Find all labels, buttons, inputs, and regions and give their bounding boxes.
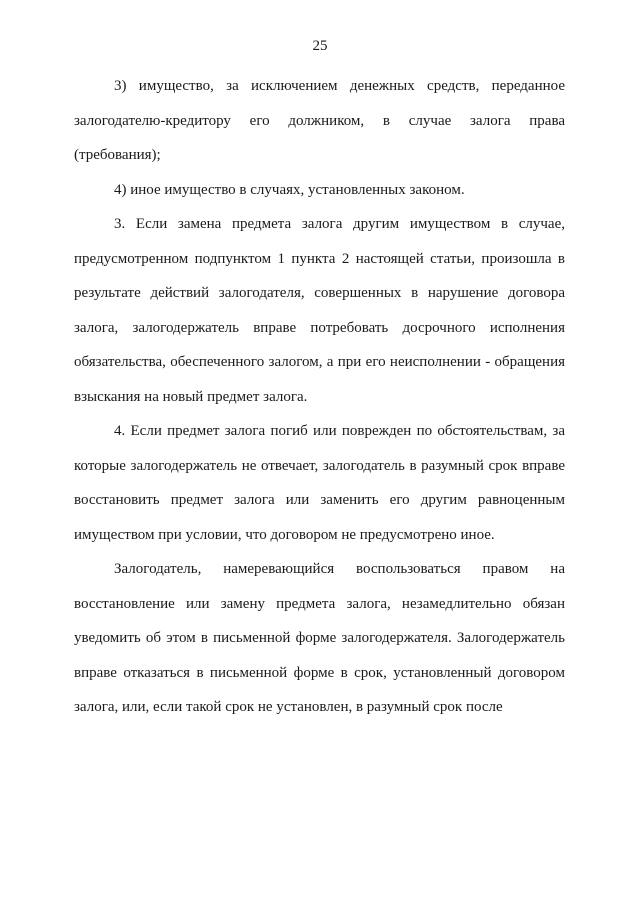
paragraph-item-4-other-property: 4) иное имущество в случаях, установленных законом. bbox=[114, 181, 465, 198]
paragraph-clause-4-destroyed-collateral: 4. Если предмет залога погиб или поврежден по обстоятельствам, за которые залогодержатель не отвечает, залогодатель в разумный срок вправе восстановить предмет залога или заменить его другим равноценным имуществом при условии, что договором не предусмотрено иное. bbox=[74, 423, 565, 543]
paragraph-item-3-property: 3) имущество, за исключением денежных средств, переданное залогодателю-кредитору его должником, в случае залога права (требования); bbox=[74, 78, 565, 163]
paragraph-pledgor-notice: Залогодатель, намеревающийся воспользоваться правом на восстановление или замену предмета залога, незамедлительно обязан уведомить об этом в письменной форме залогодержателя. Залогодержатель вправе отказаться в письменной форме в срок, установленный договором залога, или, если такой срок не установлен, в разумный срок после bbox=[74, 561, 565, 715]
paragraph-clause-3-replacement: 3. Если замена предмета залога другим имуществом в случае, предусмотренном подпунктом 1 пункта 2 настоящей статьи, произошла в результате действий залогодателя, совершенных в нарушение договора залога, залогодержатель вправе потребовать досрочного исполнения обязательства, обеспеченного залогом, а при его неисполнении - обращения взыскания на новый предмет залога. bbox=[74, 216, 565, 405]
page-number: 25 bbox=[312, 38, 328, 54]
document-body bbox=[74, 69, 565, 725]
